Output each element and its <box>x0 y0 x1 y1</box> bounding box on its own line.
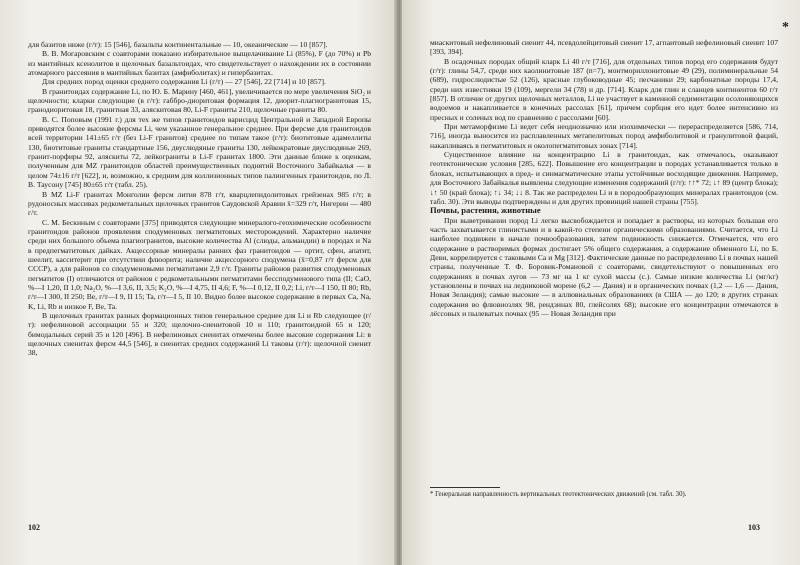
paragraph: миаскитовый нефелиновый сиенит 44, псевдолейцитовый сиенит 17, агпаитовый нефелиновый сиенит 107 [393, 394]. <box>430 38 778 57</box>
paragraph: В. В. Могаровским с соавторами показано избирательное выщелачивание Li (85%), F (до 70%) и Pb из мантийных ксенолитов в щелочных базальтоидах, что свидетельствует о нахождении их в состоянии атомарного рассеяния в мантийных базитах (амфиболитах) и гипербазитах. <box>28 49 371 78</box>
paragraph: для базитов ниже (г/т): 15 [546], базальты континентальные — 10, океанические — 10 [857]. <box>28 40 328 49</box>
right-page-text <box>430 38 778 318</box>
left-page-text <box>28 40 371 358</box>
page-number-right: 103 <box>748 523 760 532</box>
page-mark: * <box>782 20 789 35</box>
paragraph: В щелочных гранитах разных формационных типов генеральное среднее для Li и Rb следующее (г/т): нефелиновой ассоциации 55 и 320; щелочно-сиенитовой 10 и 110; гранитоидной 65 и 120; бимодальных серий 35 и 120 [496]. В нефелиновых сиенитах отмечены более высокие содержания Li: в щелочных сиенитах ферсм 44,5 [546], в сиенитах средних содержаний Li таковы (г/т): щелочной сиенит 38, <box>28 310 371 358</box>
paragraph: Существенное влияние на концентрацию Li в гранитоидах, как отмечалось, оказывают геотектонические условия [285, 622]. Повышение его концентрации в породах устанавливается только в блоках, испытывающих в пред- и синмагматические этапы устойчивые восходящие движения. Например, для Восточного Забайкалья выявлены следующие изменения содержаний (г/т): ↑↑* 72; ↓↑ 89 (центр блока); ↓↑ 50 (край блока); ↑↓ 34; ↓↓ 8. Так же распределен Li и в породообразующих минералах гранитоидов (см. табл. 30). Эти выводы подтверждены и для других провинций нашей страны [755]. <box>430 150 778 206</box>
paragraph: С. М. Бескиным с соавторами [375] приводятся следующие минералого-геохимические особенности гранитоидов районов проявления сподуменовых пегматитовых месторождений. Характерно наличие среди них большого объема плагиогранитов, высокие количества Al (слюды, альмандин) в породах и Na в предпегматитовых дайках. Акцессорные минералы ранних фаз гранитоидов — ортит, сфен, апатит, шеелит, касситерит при отсутствии флюорита; наличие акцессорного сподумена (x̄=0,87 г/т ферсм для СССР), а для районов со сподуменовыми пегматитами 2,9 г/т. Граниты районов развития сподуменовых пегматитов (I) отличаются от районов с редкометальными пегматитами бессподуменового типа (II; CaO, %—I 1,20, II 1,0; Na₂O, %—I 3,6, II, 3,5; K₂O, %—I 4,75, II 4,6; F, %—I 0,12, II 0,2; Li, г/т—I 150, II 80; Rb, г/т—I 300, II 250; Be, г/т—I 9, II 15; Ta, г/т—I 5, II 10. Видно более высокое содержание в первых Ca, Na, K, Li, Rb и низкое F, Be, Ta. <box>28 217 371 311</box>
footnote: * Генеральная направленность вертикальных геотектонических движений (см. табл. 30). <box>430 491 687 498</box>
page-number-left: 102 <box>28 523 40 532</box>
left-page <box>0 0 396 565</box>
section-heading: Почвы, растения, животные <box>430 205 541 216</box>
right-page <box>402 0 800 565</box>
footnote-rule <box>430 487 500 488</box>
paragraph: При выветривании пород Li легко высвобождается и попадает в растворы, из которых большая его часть захватывается глинистыми и в какой-то степени органическими образованиями. Считается, что Li наиболее подвижен в начале почвообразования, затем подвижность снижается. Отмечается, что его содержание в растворимых формах достигает 5% общего содержания, а содержание обменного Li, по Б. Деви, коррелируется с таковыми Ca и Mg [312]. Фактические данные по распределению Li в почвах нашей страны, полученные Т. Ф. Боровик-Романовой с соавторами, свидетельствуют о повышенных его содержаниях в почвах лугов — 73 мг на 1 кг сухой массы (с.). Самые низкие количества Li (мг/кг) установлены в почвах на ледниковой морене (6,2 — Дания) и в органических почвах (1,2 — 1,6 — Дания, Новая Зеландия); самые высокие — в аллювиальных образованиях (в США — до 120; в других странах содержания во флювиозлях 98, рендзинах 80, глейсолях 68); высокие его концентрации отмечаются в лёссовых и пылеватых почвах (95 — Новая Зеландия при <box>430 215 778 318</box>
paragraph: В. С. Поповым (1991 г.) для тех же типов гранитоидов варисцид Центральной и Западной Европы приводятся более высокие ферсмы Li, чем указанное генеральное среднее. При ферсме для гранитоидов всей территории 141±65 г/т (без Li-F гранитов) среднее по типам такое (г/т): биотитовые адамеллиты 130, биотитовые граниты стандартные 156, двуслюдяные граниты 130, лейкократовые двуслюдяные 269, гранит-порфиры 92, аляскиты 72, лейкограниты в Li-F гранитах 1800. Эти данные ближе к оценкам, полученным для MZ гранитоидов областей преимущественных поднятий Восточного Забайкалья — в целом 74±16 г/т [622], и, возможно, к средним для коллизионных типов палингенных гранитоидов, по Л. В. Таусону [745] 80±65 г/т (табл. 25). <box>28 114 371 190</box>
paragraph: В MZ Li-F гранитах Монголии ферсм лития 878 г/т, кварцлепидолитовых грейзенах 985 г/т; в рудоносных массивах редкометальных щелочных гранитов Саудовской Аравии x̄=329 г/т, Нигерии — 480 г/т. <box>28 189 371 218</box>
paragraph: В осадочных породах общий кларк Li 40 г/т [716], для отдельных типов пород его содержания будут (г/т): глины 54,7, среди них каолинитовые 187 (n=7), монтмориллонитовые 49 (29), полиминеральные 54 (689), гидрослюдистые 52 (126), красные глубоководные 45; песчаники 29; карбонатные породы 17,4, среди них известняки 19 (109), мергели 34 (78) и др. [714]. Кларк для глин и сланцев континентов 60 г/т [857]. В отличие от других щелочных металлов, Li не участвует в каменной седиментации осолоняющихся водоемов и накапливается в конечных рассолах [61], причем сорбция его идет более интенсивно из пресных и соленых вод по сравнению с рассолами [60]. <box>430 56 778 122</box>
paragraph: При метаморфизме Li ведет себя неоднозначно или изохимически — перераспределяется [586, 714, 716], иногда выносится из расплавленных метапелитовых пород амфиболитовой и гранулитовой фаций, накапливаясь в пегматитовых и околопегматитовых зонах [714]. <box>430 122 778 150</box>
paragraph: Для средних пород оценки среднего содержания Li (г/т) — 27 [546], 22 [714] и 10 [857]. <box>42 77 326 87</box>
paragraph: В гранитоидах содержание Li, по Ю. Б. Марину [460, 461], увеличивается по мере увеличения SiO₂ и щелочности; кларки следующие (в г/т): габбро-диоритовая формация 12, диорит-плагиогранитовая 15, гранодиоритовая 18, гранитная 33, аляскитовая 80, Li-F граниты 210, щелочные граниты 80. <box>28 86 371 115</box>
